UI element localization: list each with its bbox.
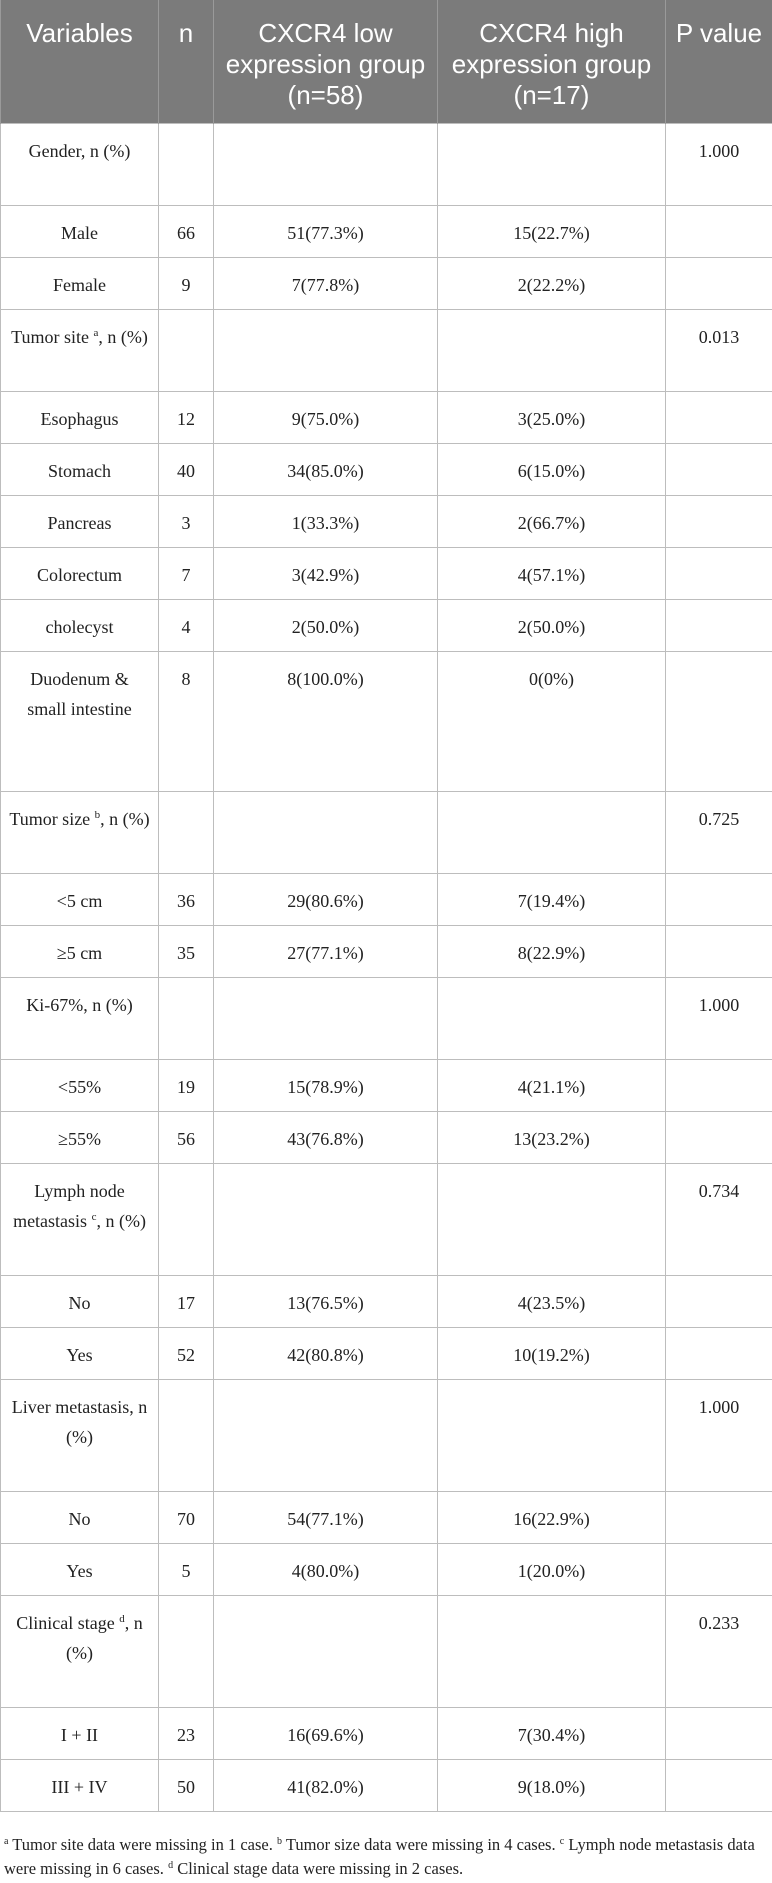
header-row	[1, 0, 772, 124]
footnote-text: Tumor site data were missing in 1 case.	[8, 1835, 278, 1854]
row-label: Yes	[1, 1544, 159, 1596]
row-low: 13(76.5%)	[214, 1276, 438, 1328]
row-high	[438, 978, 666, 1060]
row-high	[438, 792, 666, 874]
row-n: 50	[159, 1760, 214, 1812]
row-low: 1(33.3%)	[214, 496, 438, 548]
row-high: 1(20.0%)	[438, 1544, 666, 1596]
table-row	[1, 1380, 772, 1492]
row-high: 0(0%)	[438, 652, 666, 792]
table-row	[1, 1492, 772, 1544]
row-high	[438, 1164, 666, 1276]
row-high: 2(50.0%)	[438, 600, 666, 652]
table-row	[1, 1544, 772, 1596]
row-n	[159, 310, 214, 392]
row-high	[438, 1380, 666, 1492]
row-label	[1, 792, 159, 874]
row-p: 0.734	[666, 1164, 772, 1276]
footnote-mark: b	[94, 809, 101, 821]
row-label: Colorectum	[1, 548, 159, 600]
row-p: 1.000	[666, 124, 772, 206]
row-p	[666, 1760, 772, 1812]
row-n: 7	[159, 548, 214, 600]
table-row	[1, 1112, 772, 1164]
label-text: , n (%)	[66, 1613, 143, 1663]
row-n: 4	[159, 600, 214, 652]
row-label: <55%	[1, 1060, 159, 1112]
footnote-mark: b	[277, 1836, 283, 1847]
table-row	[1, 926, 772, 978]
row-label: Ki-67%, n (%)	[1, 978, 159, 1060]
row-label: III + IV	[1, 1760, 159, 1812]
row-high: 8(22.9%)	[438, 926, 666, 978]
row-n: 52	[159, 1328, 214, 1380]
table-row	[1, 1276, 772, 1328]
row-n: 12	[159, 392, 214, 444]
header-n: n	[159, 0, 214, 124]
label-text: Clinical stage	[16, 1613, 120, 1633]
row-low: 9(75.0%)	[214, 392, 438, 444]
footnote-mark: a	[93, 327, 99, 339]
row-n	[159, 1380, 214, 1492]
row-p	[666, 444, 772, 496]
footnote-mark: a	[4, 1836, 9, 1847]
row-high	[438, 1596, 666, 1708]
table-row	[1, 124, 772, 206]
row-low	[214, 1596, 438, 1708]
table-row	[1, 978, 772, 1060]
row-p	[666, 926, 772, 978]
row-p	[666, 600, 772, 652]
row-label	[1, 1596, 159, 1708]
row-n	[159, 978, 214, 1060]
row-low	[214, 124, 438, 206]
row-low: 16(69.6%)	[214, 1708, 438, 1760]
label-text: , n (%)	[100, 809, 150, 829]
row-high: 2(66.7%)	[438, 496, 666, 548]
row-n: 9	[159, 258, 214, 310]
row-label: Yes	[1, 1328, 159, 1380]
row-high: 10(19.2%)	[438, 1328, 666, 1380]
row-low	[214, 1380, 438, 1492]
row-p: 1.000	[666, 1380, 772, 1492]
row-p	[666, 1060, 772, 1112]
row-high: 7(19.4%)	[438, 874, 666, 926]
footnote-mark: d	[168, 1860, 174, 1871]
row-n: 70	[159, 1492, 214, 1544]
label-text: , n (%)	[98, 327, 148, 347]
row-low: 8(100.0%)	[214, 652, 438, 792]
header-low-group: CXCR4 low expression group (n=58)	[214, 0, 438, 124]
footnote-mark: c	[559, 1836, 565, 1847]
row-low	[214, 310, 438, 392]
row-p	[666, 1544, 772, 1596]
label-text: Lymph node metastasis	[13, 1181, 125, 1231]
footnote-mark: d	[119, 1613, 125, 1625]
row-n: 40	[159, 444, 214, 496]
row-high: 9(18.0%)	[438, 1760, 666, 1812]
row-p	[666, 258, 772, 310]
table-row	[1, 1328, 772, 1380]
table-row	[1, 548, 772, 600]
row-low: 42(80.8%)	[214, 1328, 438, 1380]
row-n: 17	[159, 1276, 214, 1328]
row-label: I + II	[1, 1708, 159, 1760]
footnote-text: Clinical stage data were missing in 2 cases.	[173, 1859, 464, 1878]
row-high: 2(22.2%)	[438, 258, 666, 310]
row-p	[666, 1328, 772, 1380]
table-row	[1, 258, 772, 310]
row-label: Female	[1, 258, 159, 310]
row-label: No	[1, 1276, 159, 1328]
table-row	[1, 792, 772, 874]
row-p: 1.000	[666, 978, 772, 1060]
row-p: 0.725	[666, 792, 772, 874]
row-high	[438, 124, 666, 206]
row-p: 0.013	[666, 310, 772, 392]
row-n	[159, 792, 214, 874]
header-variables: Variables	[1, 0, 159, 124]
row-p	[666, 392, 772, 444]
row-low: 4(80.0%)	[214, 1544, 438, 1596]
row-n: 66	[159, 206, 214, 258]
header-p-value: P value	[666, 0, 772, 124]
row-high: 3(25.0%)	[438, 392, 666, 444]
table-row	[1, 1060, 772, 1112]
row-low: 3(42.9%)	[214, 548, 438, 600]
row-label: Duodenum & small intestine	[1, 652, 159, 792]
row-high: 15(22.7%)	[438, 206, 666, 258]
row-n: 23	[159, 1708, 214, 1760]
row-label: Stomach	[1, 444, 159, 496]
footnote-text: Tumor size data were missing in 4 cases.	[282, 1835, 560, 1854]
table-row	[1, 206, 772, 258]
row-n: 36	[159, 874, 214, 926]
header-high-group: CXCR4 high expression group (n=17)	[438, 0, 666, 124]
row-low: 7(77.8%)	[214, 258, 438, 310]
row-n: 35	[159, 926, 214, 978]
row-n: 19	[159, 1060, 214, 1112]
row-p	[666, 1276, 772, 1328]
row-n: 3	[159, 496, 214, 548]
row-label: <5 cm	[1, 874, 159, 926]
row-label: Pancreas	[1, 496, 159, 548]
row-low: 51(77.3%)	[214, 206, 438, 258]
row-high	[438, 310, 666, 392]
row-label: No	[1, 1492, 159, 1544]
table-row	[1, 444, 772, 496]
row-low: 34(85.0%)	[214, 444, 438, 496]
row-high: 13(23.2%)	[438, 1112, 666, 1164]
row-p	[666, 1492, 772, 1544]
row-n	[159, 1164, 214, 1276]
table-row	[1, 1708, 772, 1760]
row-n: 5	[159, 1544, 214, 1596]
table-row	[1, 874, 772, 926]
row-p	[666, 548, 772, 600]
row-label: cholecyst	[1, 600, 159, 652]
row-low: 29(80.6%)	[214, 874, 438, 926]
row-p	[666, 652, 772, 792]
table-row	[1, 1164, 772, 1276]
row-n: 8	[159, 652, 214, 792]
table-row	[1, 600, 772, 652]
row-high: 4(21.1%)	[438, 1060, 666, 1112]
table-row	[1, 496, 772, 548]
row-low: 41(82.0%)	[214, 1760, 438, 1812]
row-p	[666, 874, 772, 926]
row-label	[1, 1164, 159, 1276]
table-row	[1, 652, 772, 792]
row-low: 54(77.1%)	[214, 1492, 438, 1544]
row-high: 4(57.1%)	[438, 548, 666, 600]
row-high: 4(23.5%)	[438, 1276, 666, 1328]
row-label: Male	[1, 206, 159, 258]
row-low: 27(77.1%)	[214, 926, 438, 978]
label-text: Tumor size	[9, 809, 95, 829]
table-row	[1, 310, 772, 392]
table-row	[1, 1760, 772, 1812]
row-low: 15(78.9%)	[214, 1060, 438, 1112]
row-label	[1, 310, 159, 392]
row-label: ≥55%	[1, 1112, 159, 1164]
row-n	[159, 124, 214, 206]
footnote-mark: c	[91, 1211, 97, 1223]
label-text: , n (%)	[96, 1211, 146, 1231]
row-label: ≥5 cm	[1, 926, 159, 978]
row-low: 43(76.8%)	[214, 1112, 438, 1164]
row-low	[214, 1164, 438, 1276]
row-low	[214, 792, 438, 874]
table-row	[1, 1596, 772, 1708]
row-n	[159, 1596, 214, 1708]
row-p	[666, 1708, 772, 1760]
table-row	[1, 392, 772, 444]
row-label: Liver metastasis, n (%)	[1, 1380, 159, 1492]
row-p	[666, 496, 772, 548]
row-label: Gender, n (%)	[1, 124, 159, 206]
footnote-text: Lymph node metastasis data were missing in 6 cases.	[4, 1835, 755, 1878]
row-high: 6(15.0%)	[438, 444, 666, 496]
table-footnotes	[4, 1833, 768, 1881]
row-p	[666, 1112, 772, 1164]
row-p	[666, 206, 772, 258]
row-p: 0.233	[666, 1596, 772, 1708]
row-high: 7(30.4%)	[438, 1708, 666, 1760]
label-text: Tumor site	[11, 327, 94, 347]
row-low: 2(50.0%)	[214, 600, 438, 652]
row-low	[214, 978, 438, 1060]
row-label: Esophagus	[1, 392, 159, 444]
row-n: 56	[159, 1112, 214, 1164]
row-high: 16(22.9%)	[438, 1492, 666, 1544]
